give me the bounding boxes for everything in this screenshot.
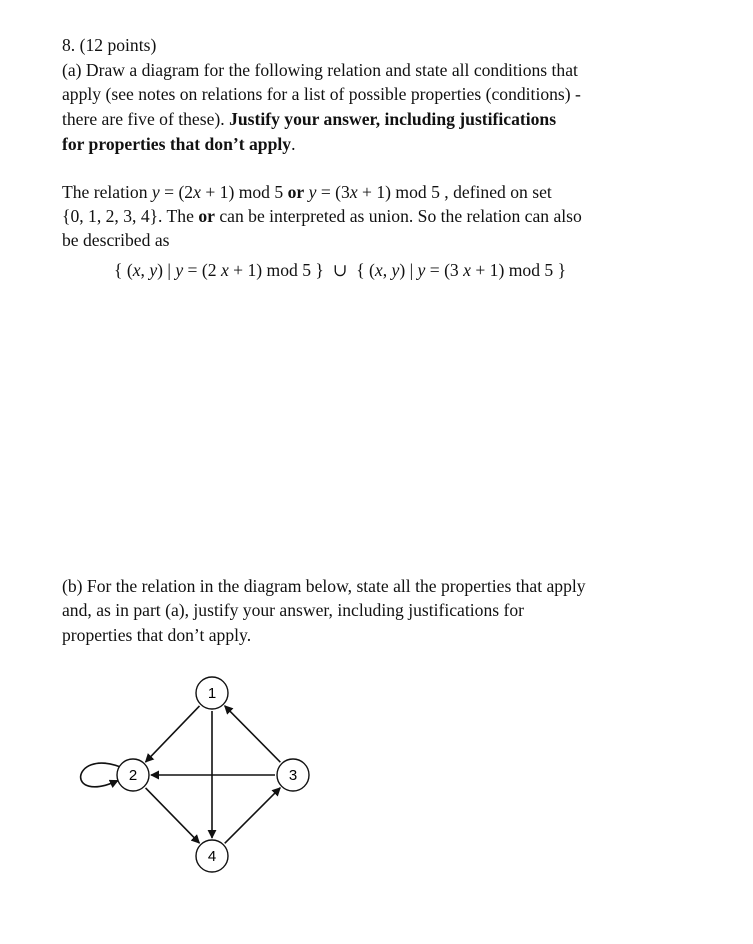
set2-y-eq: y	[417, 260, 426, 280]
part-a-line-3-text: there are five of these).	[62, 109, 225, 129]
set2-eq: = (3	[429, 260, 459, 280]
var-x: x	[193, 182, 201, 202]
node-label-2: 2	[128, 767, 138, 784]
eq2-rest: = (3	[320, 182, 350, 202]
or-word: or	[287, 182, 305, 202]
eq1-rest: = (2	[164, 182, 194, 202]
set2-x: x	[374, 260, 383, 280]
part-a-line-4-bold: for properties that don’t apply	[62, 134, 292, 154]
set2-open: { (	[356, 260, 375, 280]
part-a-line-3-bold: Justify your answer, including justifications	[229, 109, 557, 129]
set2-x-eq: x	[463, 260, 471, 280]
eq1-tail: + 1) mod 5	[205, 182, 284, 202]
problem-header: 8. (12 points)	[62, 35, 157, 55]
relation-line-3: be described as	[62, 230, 170, 250]
set1-comma: ,	[140, 260, 145, 280]
set1-x: x	[132, 260, 141, 280]
set2-y: y	[391, 260, 400, 280]
relation-set-tail: can be interpreted as union. So the relation can also	[219, 206, 582, 226]
set2-close: ) |	[399, 260, 414, 280]
set1-tail: + 1) mod 5 }	[233, 260, 324, 280]
node-1	[196, 677, 228, 709]
set1-y: y	[149, 260, 158, 280]
part-b-line-3: properties that don’t apply.	[62, 625, 252, 645]
set1-eq: = (2	[187, 260, 217, 280]
union-symbol: ∪	[332, 260, 348, 280]
part-a-line-2: apply (see notes on relations for a list of possible properties (conditions) -	[62, 84, 581, 104]
digraph-edges	[81, 706, 281, 843]
eq2-tail: + 1) mod 5 , defined on set	[362, 182, 552, 202]
var-y-2: y	[308, 182, 317, 202]
var-x-2: x	[349, 182, 358, 202]
or-word-2: or	[198, 206, 215, 226]
set1-close: ) |	[157, 260, 171, 280]
set2-comma: ,	[382, 260, 388, 280]
relation-prefix: The relation	[62, 182, 148, 202]
node-label-3: 3	[288, 767, 298, 784]
part-b-line-1: (b) For the relation in the diagram below, state all the properties that apply	[62, 576, 586, 596]
part-a-line-1: (a) Draw a diagram for the following relation and state all conditions that	[62, 60, 578, 80]
node-3	[277, 759, 309, 791]
edge-2-to-4	[146, 788, 200, 843]
edge-4-to-3	[225, 788, 281, 844]
var-y: y	[151, 182, 160, 202]
edge-3-to-1	[225, 706, 281, 762]
part-a-line-4-end: .	[291, 134, 296, 154]
edge-1-to-2	[145, 706, 199, 762]
set1-y-eq: y	[175, 260, 184, 280]
part-b-line-2: and, as in part (a), justify your answer, including justifications for	[62, 600, 524, 620]
relation-set-text: {0, 1, 2, 3, 4}. The	[62, 206, 194, 226]
edge-self-loop-2	[81, 763, 120, 787]
set1-open: { (	[114, 260, 133, 280]
node-2	[117, 759, 149, 791]
set1-x-eq: x	[220, 260, 229, 280]
node-label-4: 4	[207, 848, 217, 865]
node-label-1: 1	[207, 685, 217, 702]
set2-tail: + 1) mod 5 }	[475, 260, 567, 280]
node-4	[196, 840, 228, 872]
